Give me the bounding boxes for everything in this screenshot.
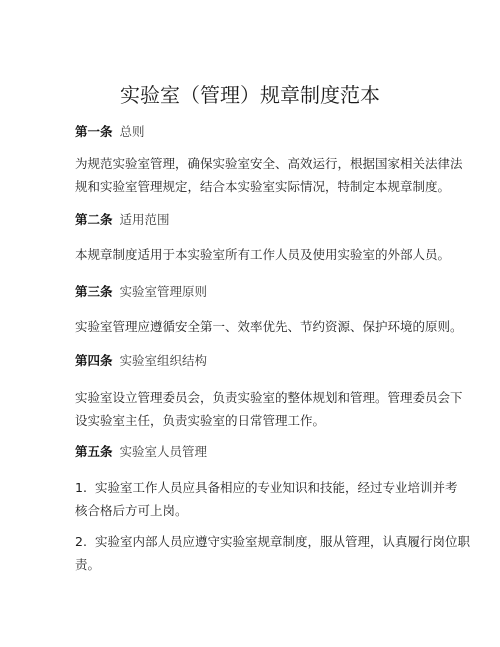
list-item xyxy=(75,530,470,576)
section-title: 实验室管理原则 xyxy=(119,284,208,299)
document-title: 实验室（管理）规章制度范本 xyxy=(120,83,380,107)
section-body-4 xyxy=(75,386,463,432)
body-line: 为规范实验室管理，确保实验室安全、高效运行，根据国家相关法律法 xyxy=(75,156,463,171)
list-item-line: 核合格后方可上岗。 xyxy=(75,503,188,518)
body-line: 实验室设立管理委员会，负责实验室的整体规划和管理。管理委员会下 xyxy=(75,390,463,405)
section-body-1 xyxy=(75,152,463,198)
list-item-line xyxy=(75,530,470,553)
body-line: 规和实验室管理规定，结合本实验室实际情况，特制定本规章制度。 xyxy=(75,179,451,194)
list-item xyxy=(75,476,457,522)
section-number: 第三条 xyxy=(75,284,113,299)
list-marker: 1. xyxy=(75,480,87,495)
section-heading-5 xyxy=(75,440,207,463)
section-body-2 xyxy=(75,243,450,266)
section-heading-3 xyxy=(75,280,207,303)
list-marker: 2. xyxy=(75,534,87,549)
section-heading-2 xyxy=(75,208,170,231)
section-title: 实验室组织结构 xyxy=(119,353,208,368)
section-title: 总则 xyxy=(119,124,145,139)
list-item-line: 责。 xyxy=(75,557,101,572)
list-item-line xyxy=(75,476,457,499)
section-title: 适用范围 xyxy=(119,212,170,227)
section-number: 第一条 xyxy=(75,124,113,139)
section-heading-4 xyxy=(75,349,207,372)
section-heading-1 xyxy=(75,120,145,143)
body-line: 设实验室主任，负责实验室的日常管理工作。 xyxy=(75,413,326,428)
list-item-text: 实验室内部人员应遵守实验室规章制度，服从管理，认真履行岗位职 xyxy=(94,534,470,549)
body-line: 实验室管理应遵循安全第一、效率优先、节约资源、保护环境的原则。 xyxy=(75,319,463,334)
list-item-text: 实验室工作人员应具备相应的专业知识和技能，经过专业培训并考 xyxy=(94,480,458,495)
section-title: 实验室人员管理 xyxy=(119,444,208,459)
body-line: 本规章制度适用于本实验室所有工作人员及使用实验室的外部人员。 xyxy=(75,247,451,262)
section-number: 第五条 xyxy=(75,444,113,459)
section-body-3 xyxy=(75,315,463,338)
section-number: 第四条 xyxy=(75,353,113,368)
section-number: 第二条 xyxy=(75,212,113,227)
